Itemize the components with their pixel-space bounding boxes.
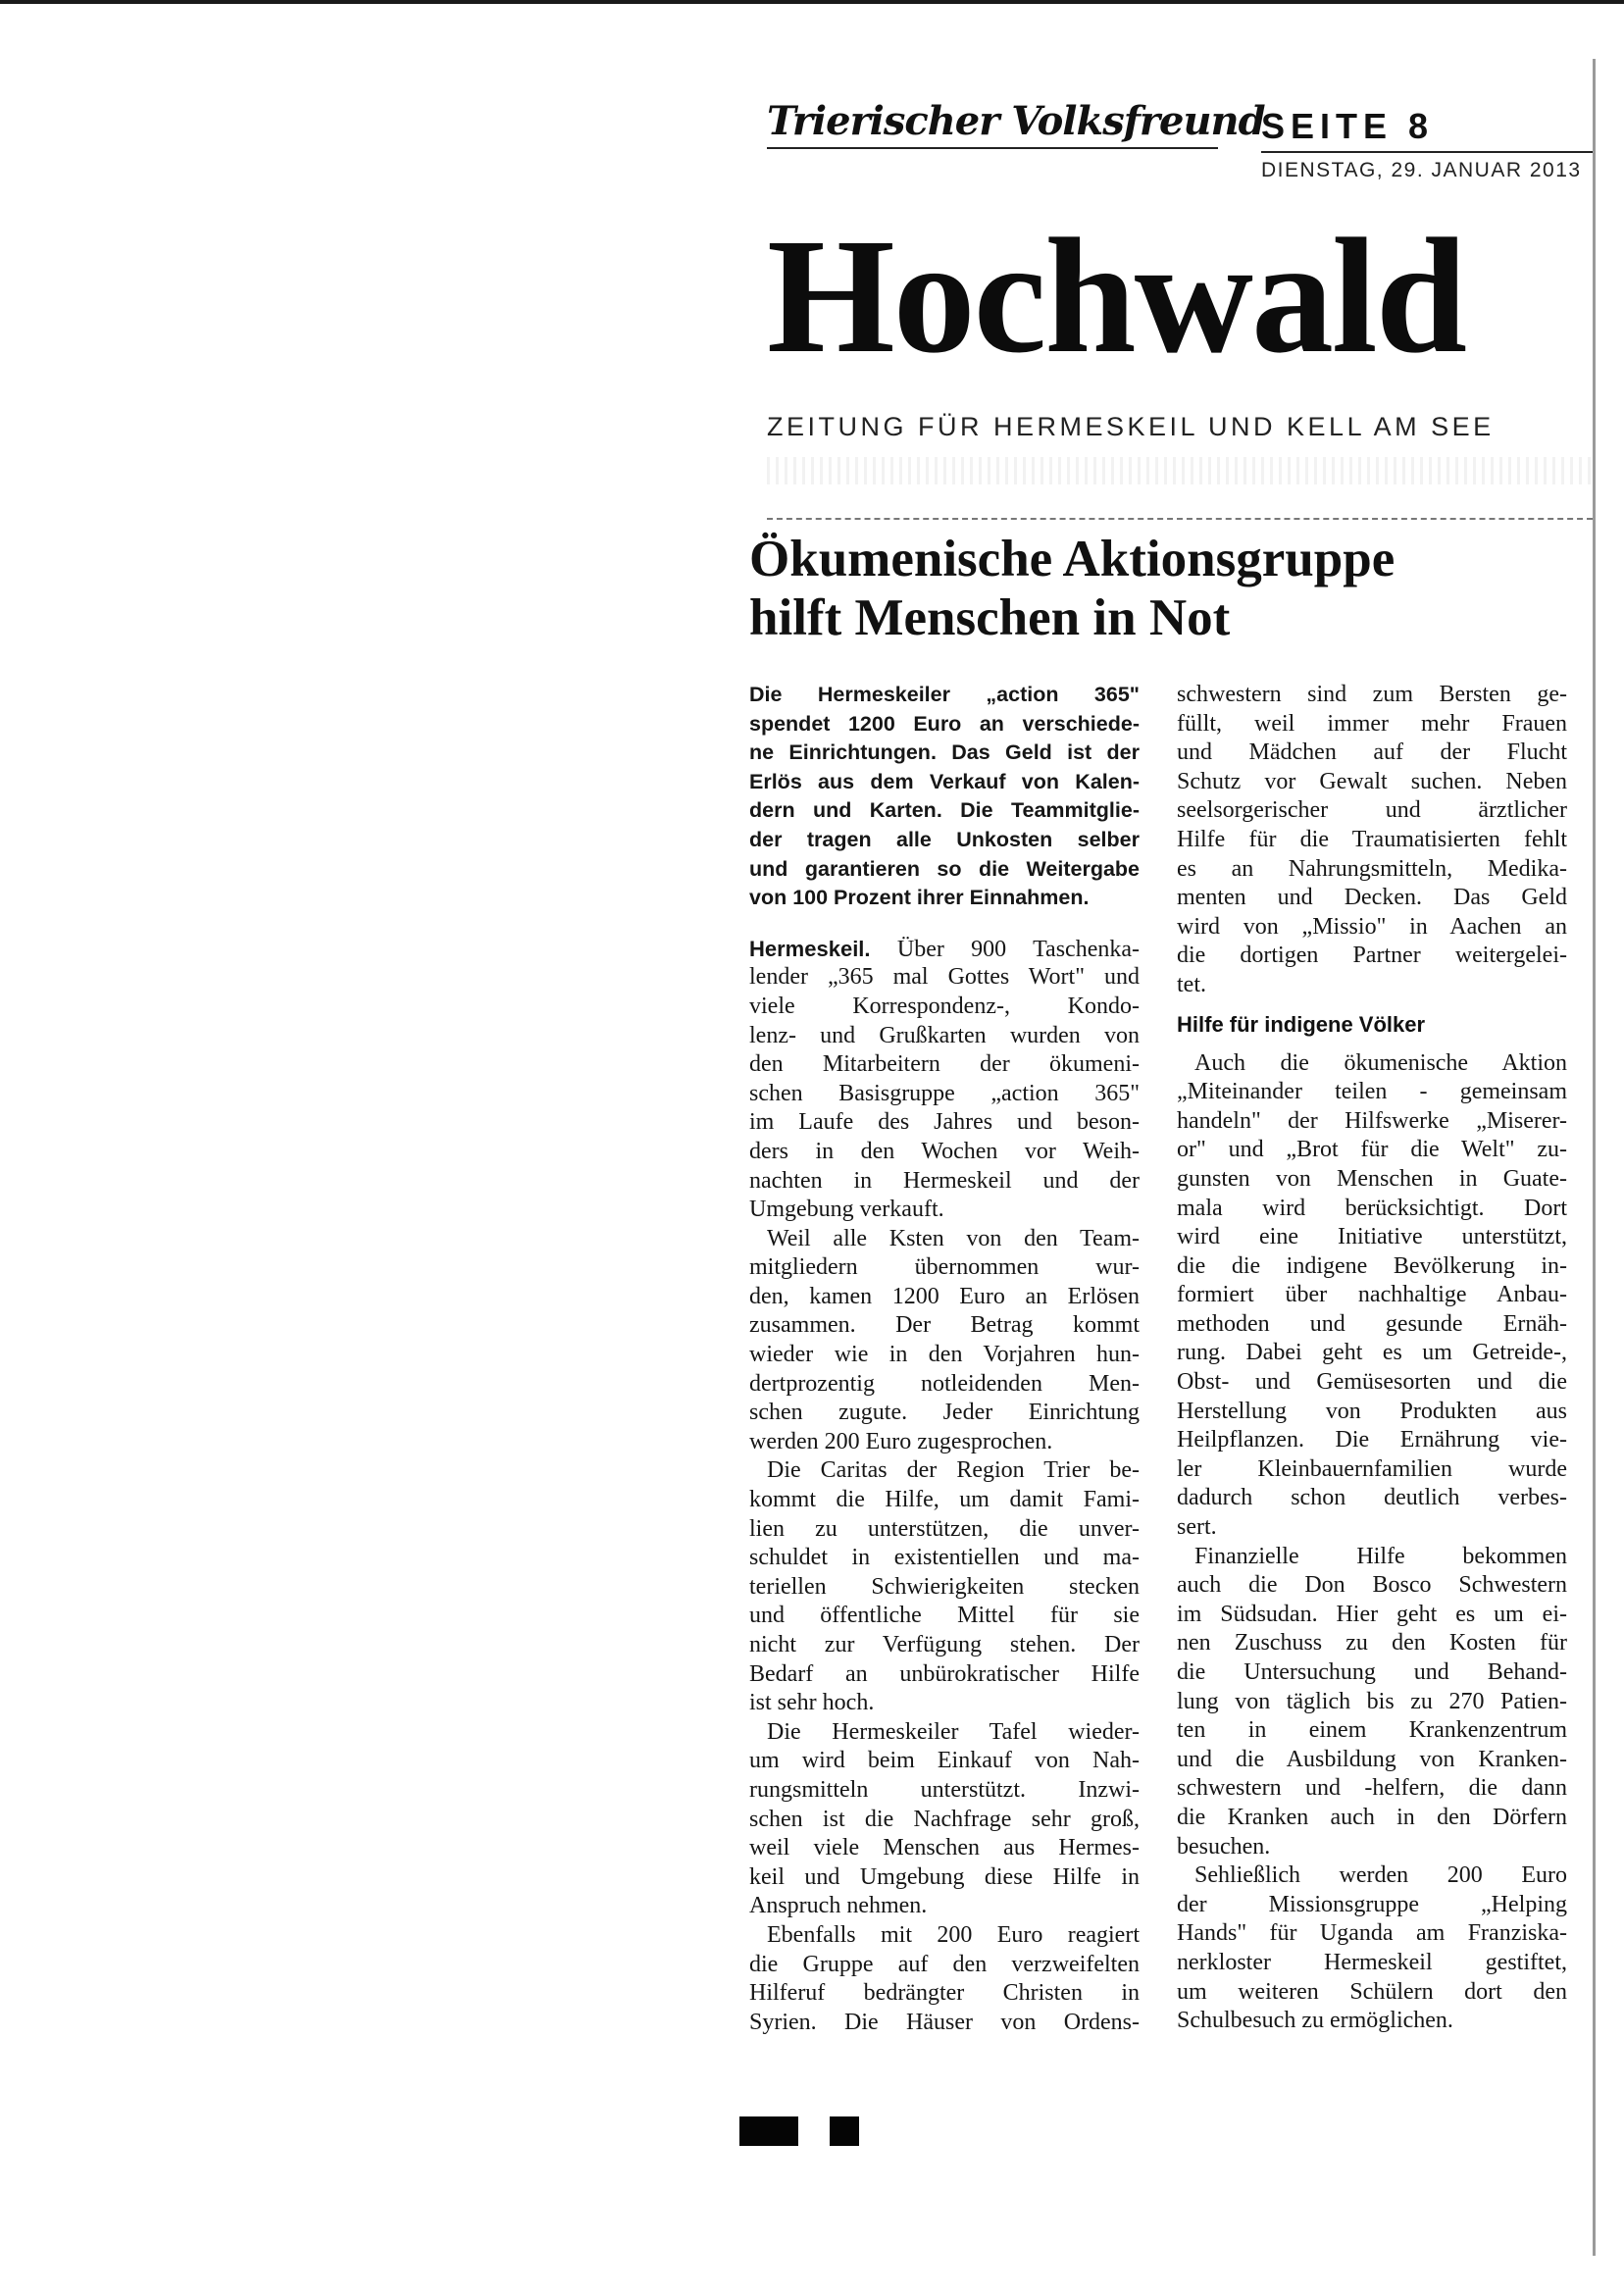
body-line: nen Zuschuss zu den Kosten für xyxy=(1177,1630,1567,1657)
headline-divider xyxy=(767,518,1593,520)
lead-line: spendet 1200 Euro an verschiede- xyxy=(749,711,1140,736)
lead-line: ne Einrichtungen. Das Geld ist der xyxy=(749,740,1140,765)
body-line: im Südsudan. Hier geht es um ei- xyxy=(1177,1601,1567,1627)
body-line: zusammen. Der Betrag kommt xyxy=(749,1312,1140,1339)
body-line: dertprozentig notleidenden Men- xyxy=(749,1370,1140,1397)
article-column-left xyxy=(749,681,1140,2037)
spacer xyxy=(1177,1000,1567,1010)
body-line: Anspruch nehmen. xyxy=(749,1893,928,1919)
body-line: keil und Umgebung diese Hilfe in xyxy=(749,1863,1140,1890)
body-line: und öffentliche Mittel für sie xyxy=(749,1603,1140,1629)
body-line-text: Über 900 Taschenka- xyxy=(870,936,1140,962)
body-line: ler Kleinbauernfamilien wurde xyxy=(1177,1455,1567,1482)
spacer xyxy=(1177,1040,1567,1049)
body-line: mitgliedern übernommen wur- xyxy=(749,1254,1140,1281)
body-line: viele Korrespondenz-, Kondo- xyxy=(749,993,1140,1019)
body-line: Herstellung von Produkten aus xyxy=(1177,1398,1567,1424)
body-line: lien zu unterstützen, die unver- xyxy=(749,1515,1140,1542)
body-line: seelsorgerischer und ärztlicher xyxy=(1177,797,1567,824)
body-line: werden 200 Euro zugesprochen. xyxy=(749,1428,1053,1454)
body-line: wird eine Initiative unterstützt, xyxy=(1177,1224,1567,1250)
scan-black-mark xyxy=(739,2116,798,2146)
body-line: lung von täglich bis zu 270 Patien- xyxy=(1177,1688,1567,1714)
headline-line: hilft Menschen in Not xyxy=(749,589,1231,646)
body-line: und Mädchen auf der Flucht xyxy=(1177,739,1567,766)
body-line: ten in einem Krankenzentrum xyxy=(1177,1717,1567,1744)
body-line: die Gruppe auf den verzweifelten xyxy=(749,1951,1140,1977)
body-line: lender „365 mal Gottes Wort" und xyxy=(749,964,1140,991)
scan-noise-band xyxy=(767,457,1593,484)
body-line: die Kranken auch in den Dörfern xyxy=(1177,1804,1567,1830)
lead-line: von 100 Prozent ihrer Einnahmen. xyxy=(749,886,1090,910)
body-line: schwestern sind zum Bersten ge- xyxy=(1177,682,1567,707)
body-line: schen Basisgruppe „action 365" xyxy=(749,1080,1140,1106)
body-line: Sehließlich werden 200 Euro xyxy=(1194,1862,1567,1889)
lead-line: Erlös aus dem Verkauf von Kalen- xyxy=(749,769,1140,793)
spacer xyxy=(749,913,1140,935)
body-line: schen zugute. Jeder Einrichtung xyxy=(749,1400,1140,1426)
body-line: Auch die ökumenische Aktion xyxy=(1194,1049,1567,1076)
body-line: kommt die Hilfe, um damit Fami- xyxy=(749,1487,1140,1513)
body-line: ders in den Wochen vor Weih- xyxy=(749,1138,1140,1164)
body-line: Die Hermeskeiler Tafel wieder- xyxy=(767,1718,1140,1745)
body-line: schwestern und -helfern, die dann xyxy=(1177,1775,1567,1802)
body-line: Umgebung verkauft. xyxy=(749,1197,944,1223)
body-line: Schulbesuch zu ermöglichen. xyxy=(1177,2008,1453,2034)
body-line: Schutz vor Gewalt suchen. Neben xyxy=(1177,768,1567,794)
body-line: Weil alle Ksten von den Team- xyxy=(767,1225,1140,1251)
lead-line: dern und Karten. Die Teammitglie- xyxy=(749,798,1140,823)
body-line: menten und Decken. Das Geld xyxy=(1177,885,1567,911)
body-line: Finanzielle Hilfe bekommen xyxy=(1194,1543,1567,1569)
body-line: besuchen. xyxy=(1177,1833,1271,1860)
article-headline xyxy=(749,530,1573,647)
body-line: nicht zur Verfügung stehen. Der xyxy=(749,1632,1140,1657)
body-line: wieder wie in den Vorjahren hun- xyxy=(749,1342,1140,1368)
section-title: Hochwald xyxy=(767,205,1466,387)
body-line: schuldet in existentiellen und ma- xyxy=(749,1545,1140,1571)
body-line: ist sehr hoch. xyxy=(749,1690,875,1716)
issue-date: DIENSTAG, 29. JANUAR 2013 xyxy=(1261,159,1582,181)
body-line: nachten in Hermeskeil und der xyxy=(749,1167,1140,1194)
newspaper-masthead: Trierischer Volksfreund xyxy=(767,98,1265,144)
date-rule xyxy=(1261,151,1593,153)
body-line: Syrien. Die Häuser von Ordens- xyxy=(749,2009,1140,2035)
body-line: im Laufe des Jahres und beson- xyxy=(749,1109,1140,1136)
body-line: auch die Don Bosco Schwestern xyxy=(1177,1572,1567,1599)
body-line: schen ist die Nachfrage sehr groß, xyxy=(749,1806,1140,1832)
scan-right-edge xyxy=(1593,59,1596,2256)
body-line: gunsten von Menschen in Guate- xyxy=(1177,1165,1567,1192)
body-line: methoden und gesunde Ernäh- xyxy=(1177,1310,1567,1337)
body-line: nerkloster Hermeskeil gestiftet, xyxy=(1177,1949,1567,1975)
scan-top-border xyxy=(0,0,1624,4)
body-line: lenz- und Grußkarten wurden von xyxy=(749,1022,1140,1048)
body-line: rungsmitteln unterstützt. Inzwi- xyxy=(749,1776,1140,1803)
body-line: wird von „Missio" in Aachen an xyxy=(1177,913,1567,940)
body-line: Hilferuf bedrängter Christen in xyxy=(749,1980,1140,2007)
scan-black-mark xyxy=(830,2116,859,2146)
body-line: es an Nahrungsmitteln, Medika- xyxy=(1177,855,1567,882)
article-column-right xyxy=(1177,681,1567,2036)
body-line: tet. xyxy=(1177,971,1206,997)
body-line: dadurch schon deutlich verbes- xyxy=(1177,1485,1567,1511)
body-line: teriellen Schwierigkeiten stecken xyxy=(749,1573,1140,1600)
body-line: formiert über nachhaltige Anbau- xyxy=(1177,1282,1567,1308)
body-line: die die indigene Bevölkerung in- xyxy=(1177,1252,1567,1279)
body-line: handeln" der Hilfswerke „Miserer- xyxy=(1177,1107,1567,1134)
body-line: der Missionsgruppe „Helping xyxy=(1177,1891,1567,1917)
body-line: um wird beim Einkauf von Nah- xyxy=(749,1748,1140,1774)
body-line: die Untersuchung und Behand- xyxy=(1177,1659,1567,1685)
lead-line: Die Hermeskeiler „action 365" xyxy=(749,683,1140,706)
body-line: sert. xyxy=(1177,1514,1217,1541)
body-line: füllt, weil immer mehr Frauen xyxy=(1177,710,1567,737)
headline-line: Ökumenische Aktionsgruppe xyxy=(749,531,1396,587)
body-line: Ebenfalls mit 200 Euro reagiert xyxy=(767,1921,1140,1948)
article-dateline: Hermeskeil. xyxy=(749,936,871,961)
body-line: Hands" für Uganda am Franziska- xyxy=(1177,1920,1567,1947)
lead-line: der tragen alle Unkosten selber xyxy=(749,827,1140,851)
body-line xyxy=(749,935,1140,964)
body-line: und die Ausbildung von Kranken- xyxy=(1177,1746,1567,1772)
article-subheading: Hilfe für indigene Völker xyxy=(1177,1011,1426,1037)
body-line: Die Caritas der Region Trier be- xyxy=(767,1457,1140,1484)
body-line: weil viele Menschen aus Hermes- xyxy=(749,1835,1140,1861)
body-line: Obst- und Gemüsesorten und die xyxy=(1177,1369,1567,1396)
section-subtitle: ZEITUNG FÜR HERMESKEIL UND KELL AM SEE xyxy=(767,412,1495,441)
lead-line: und garantieren so die Weitergabe xyxy=(749,856,1140,881)
body-line: Hilfe für die Traumatisierten fehlt xyxy=(1177,826,1567,852)
body-line: „Miteinander teilen - gemeinsam xyxy=(1177,1079,1567,1105)
page-number: SEITE 8 xyxy=(1261,106,1435,146)
body-line: den, kamen 1200 Euro an Erlösen xyxy=(749,1283,1140,1309)
body-line: mala wird berücksichtigt. Dort xyxy=(1177,1195,1567,1221)
masthead-rule xyxy=(767,147,1218,149)
body-line: den Mitarbeitern der ökumeni- xyxy=(749,1051,1140,1078)
body-line: rung. Dabei geht es um Getreide-, xyxy=(1177,1340,1567,1366)
body-line: um weiteren Schülern dort den xyxy=(1177,1978,1567,2005)
body-line: Bedarf an unbürokratischer Hilfe xyxy=(749,1660,1140,1687)
body-line: or" und „Brot für die Welt" zu- xyxy=(1177,1137,1567,1163)
body-line: die dortigen Partner weitergelei- xyxy=(1177,943,1567,969)
body-line: Heilpflanzen. Die Ernährung vie- xyxy=(1177,1427,1567,1453)
